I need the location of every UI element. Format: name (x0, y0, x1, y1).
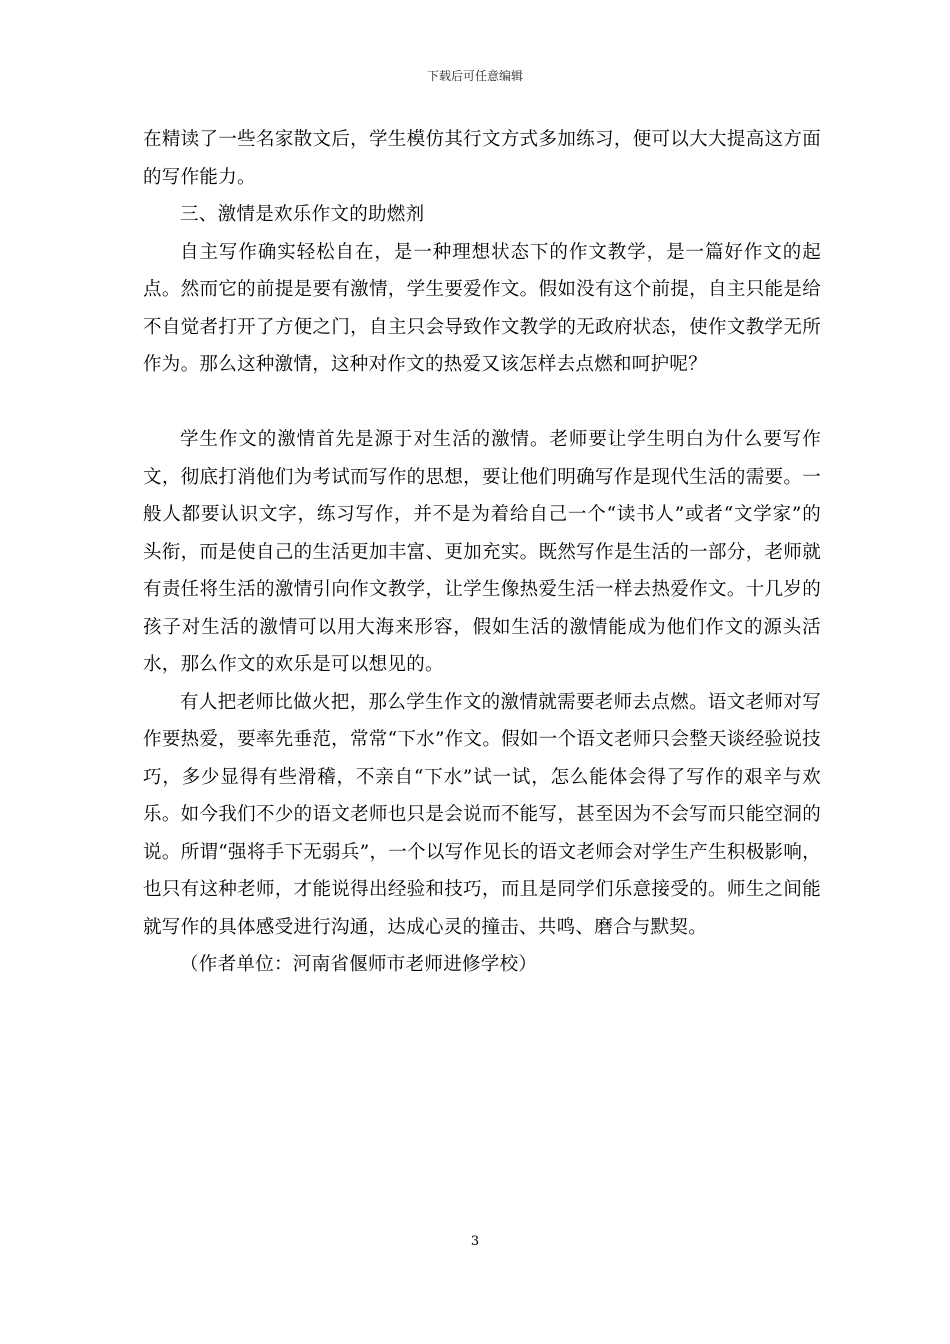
paragraph-continuation: 在精读了一些名家散文后，学生模仿其行文方式多加练习，便可以大大提高这方面的写作能力。 (143, 129, 821, 188)
author-affiliation: （作者单位：河南省偃师市老师进修学校） (180, 954, 538, 975)
paragraph-gap (143, 384, 821, 422)
page-number: 3 (470, 1234, 480, 1249)
document-body (143, 121, 821, 984)
paragraph: 学生作文的激情首先是源于对生活的激情。老师要让学生明白为什么要写作文，彻底打消他们为考试而写作的思想，要让他们明确写作是现代生活的需要。一般人都要认识文字，练习写作，并不是为着给自己一个“读书人”或者“文学家”的头衔，而是使自己的生活更加丰富、更加充实。既然写作是生活的一部分，老师就有责任将生活的激情引向作文教学，让学生像热爱生活一样去热爱作文。十几岁的孩子对生活的激情可以用大海来形容，假如生活的激情能成为他们作文的源头活水，那么作文的欢乐是可以想见的。 (143, 429, 821, 675)
page-header: 下载后可任意编辑 (426, 69, 523, 83)
paragraph: 有人把老师比做火把，那么学生作文的激情就需要老师去点燃。语文老师对写作要热爱，要率先垂范，常常“下水”作文。假如一个语文老师只会整天谈经验说技巧，多少显得有些滑稽，不亲自“下水”试一试，怎么能体会得了写作的艰辛与欢乐。如今我们不少的语文老师也只是会说而不能写，甚至因为不会写而只能空洞的说。所谓“强将手下无弱兵”，一个以写作见长的语文老师会对学生产生积极影响，也只有这种老师，才能说得出经验和技巧，而且是同学们乐意接受的。师生之间能就写作的具体感受进行沟通，达成心灵的撞击、共鸣、磨合与默契。 (143, 691, 821, 938)
paragraph: 自主写作确实轻松自在，是一种理想状态下的作文教学，是一篇好作文的起点。然而它的前提是要有激情，学生要爱作文。假如没有这个前提，自主只能是给不自觉者打开了方便之门，自主只会导致作文教学的无政府状态，使作文教学无所作为。那么这种激情，这种对作文的热爱又该怎样去点燃和呵护呢？ (143, 241, 821, 375)
section-heading: 三、激情是欢乐作文的助燃剂 (180, 204, 425, 225)
